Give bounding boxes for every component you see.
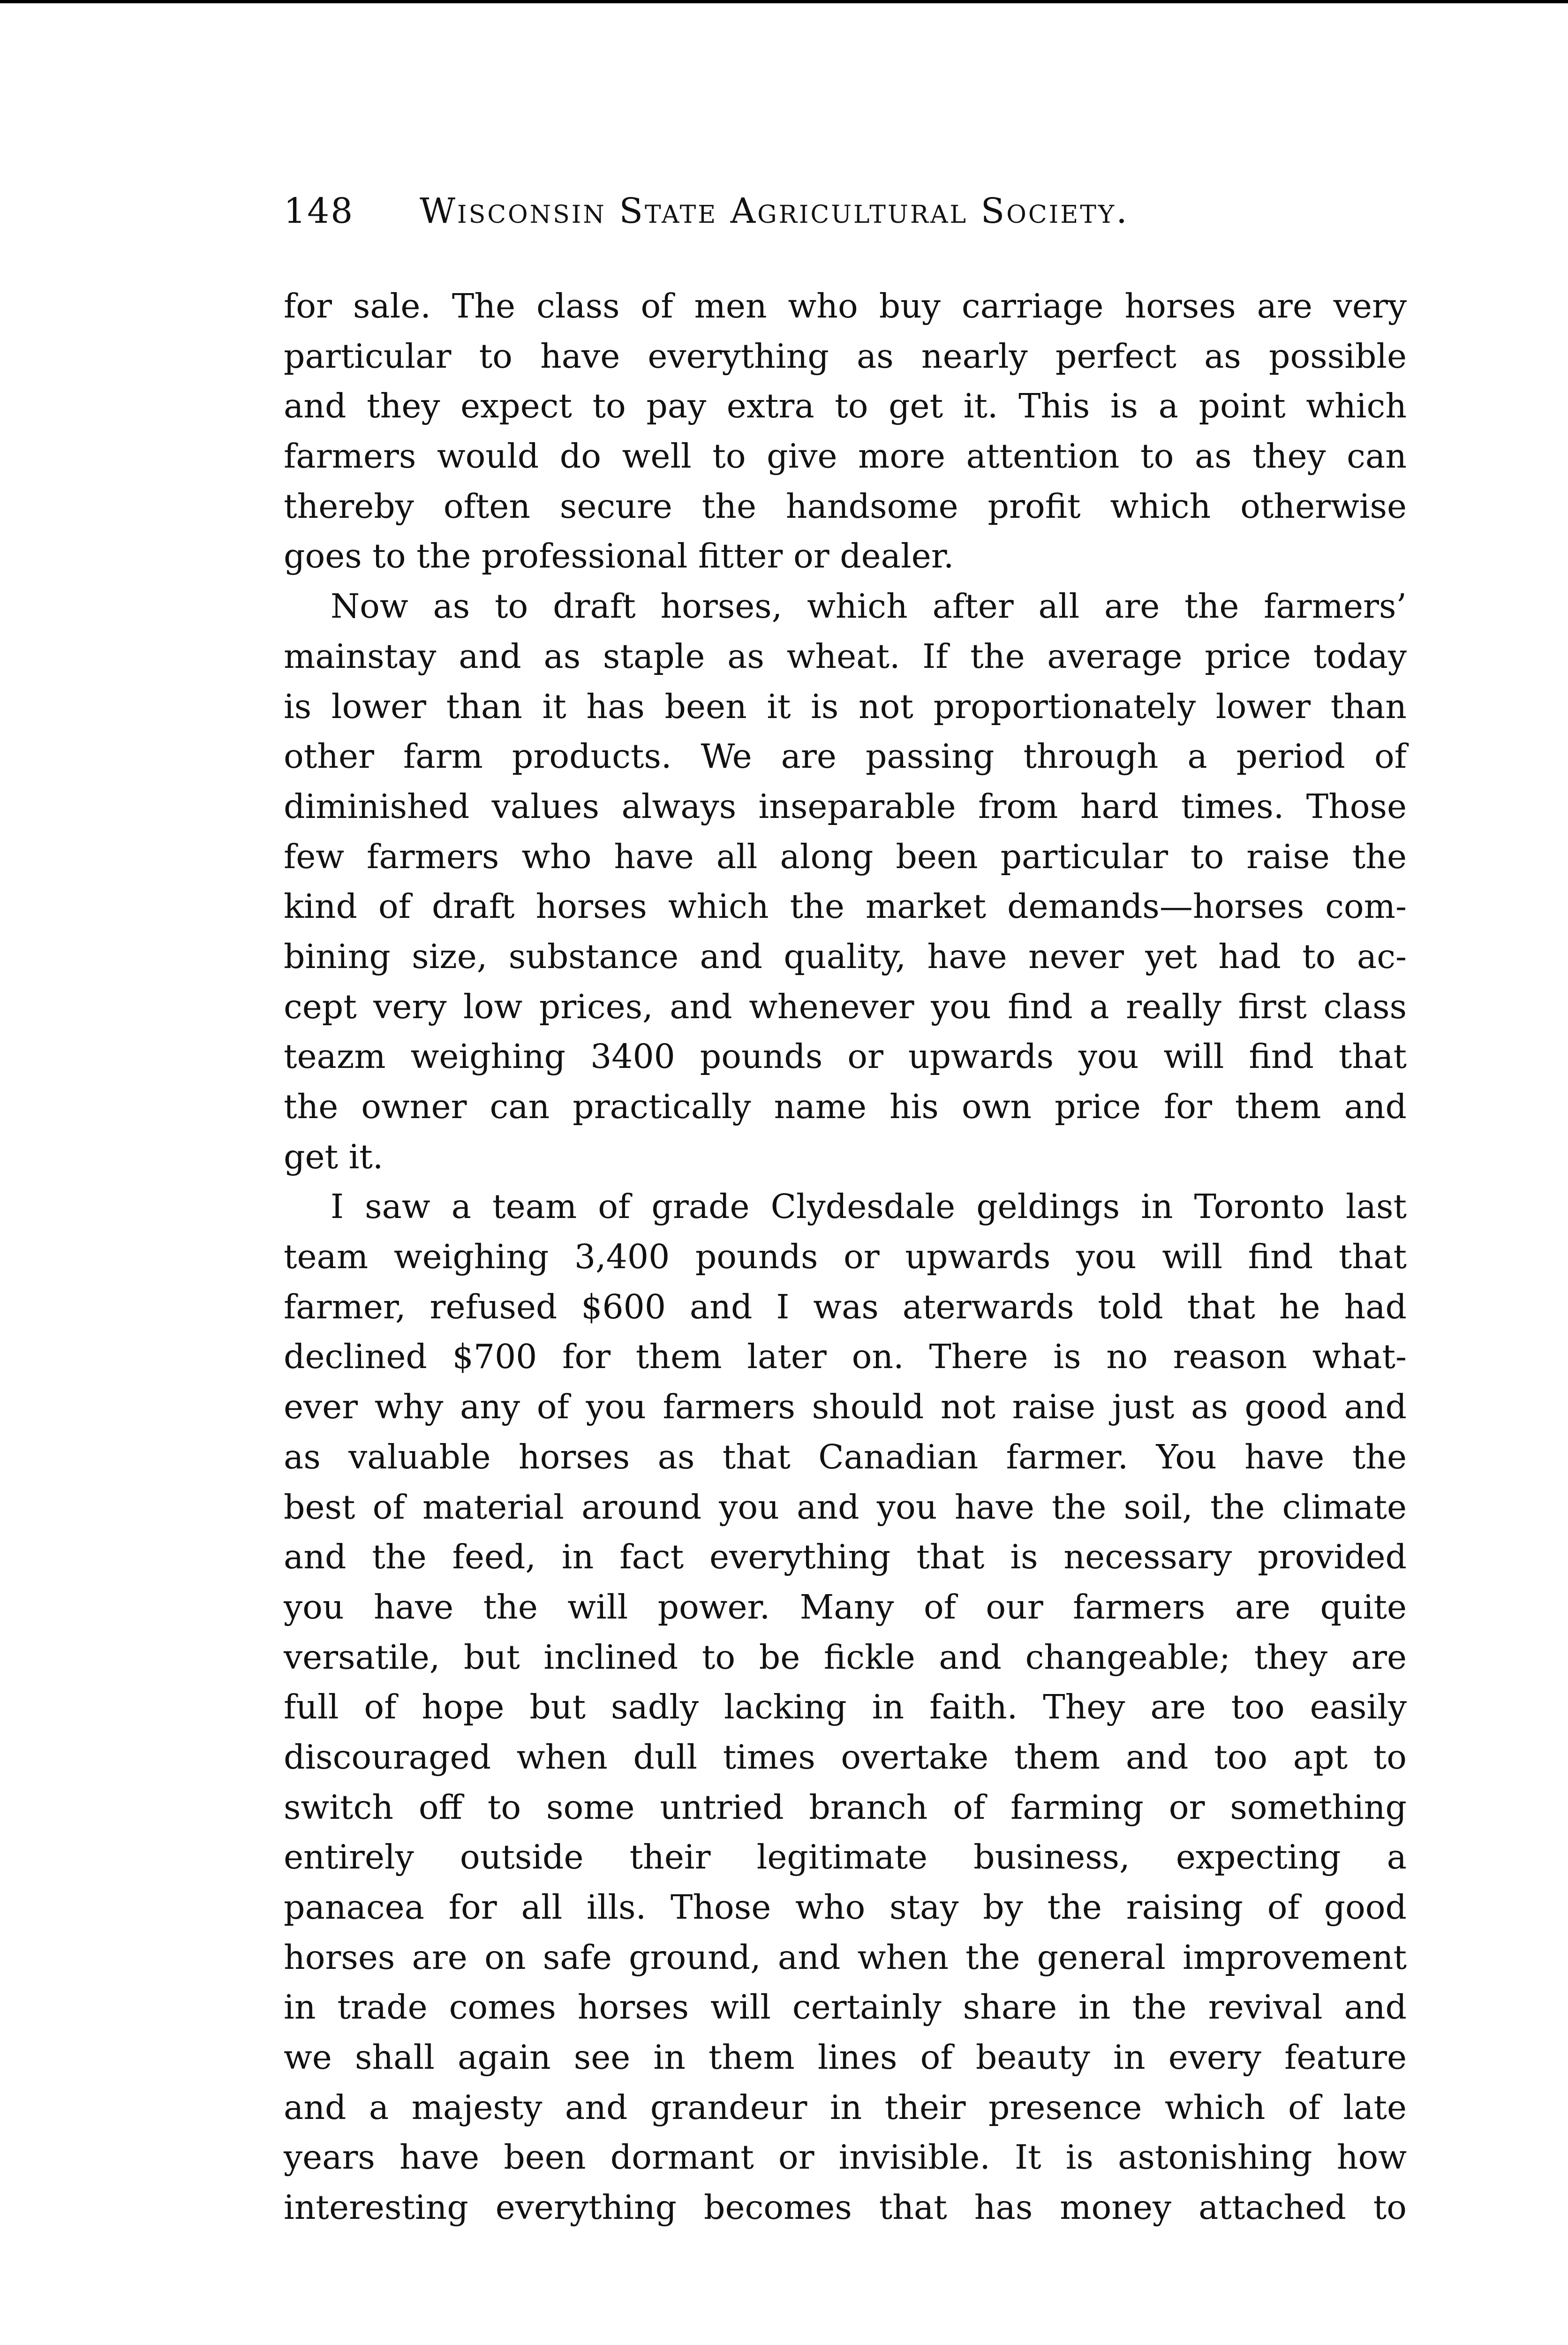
text-line: cept very low prices, and whenever you find a really first class (284, 987, 1407, 1026)
journal-title: Wisconsin State Agricultural Society. (420, 191, 1129, 231)
text-line: and a majesty and grandeur in their presence which of late (284, 2088, 1407, 2127)
text-line: years have been dormant or invisible. It is astonishing how (284, 2138, 1407, 2177)
text-line: farmers would do well to give more attention to as they can (284, 437, 1407, 476)
paragraph (284, 1182, 1407, 2232)
text-line: is lower than it has been it is not proportionately lower than (284, 687, 1407, 726)
text-line: panacea for all ills. Those who stay by the raising of good (284, 1888, 1407, 1927)
text-line: few farmers who have all along been particular to raise the (284, 837, 1407, 876)
text-line: mainstay and as staple as wheat. If the average price today (284, 636, 1407, 676)
text-line: and they expect to pay extra to get it. This is a point which (284, 386, 1407, 426)
text-line: goes to the professional fitter or dealer. (284, 537, 954, 576)
running-head (284, 185, 1278, 237)
text-line: other farm products. We are passing through a period of (284, 737, 1407, 776)
text-line: versatile, but inclined to be fickle and changeable; they are (284, 1637, 1407, 1677)
text-line: entirely outside their legitimate business, expecting a (284, 1838, 1407, 1877)
page-number: 148 (284, 191, 354, 231)
text-line: get it. (284, 1137, 384, 1176)
text-line: ever why any of you farmers should not raise just as good and (284, 1387, 1407, 1427)
text-line: for sale. The class of men who buy carriage horses are very (284, 287, 1407, 325)
text-line: switch off to some untried branch of farming or something (284, 1787, 1407, 1827)
text-line: as valuable horses as that Canadian farmer. You have the (284, 1437, 1407, 1476)
paragraph (284, 281, 1407, 582)
text-line: declined $700 for them later on. There is no reason what- (284, 1337, 1407, 1377)
text-line: thereby often secure the handsome profit which otherwise (284, 486, 1407, 526)
text-line: full of hope but sadly lacking in faith. They are too easily (284, 1687, 1407, 1727)
body-text (284, 281, 1407, 2233)
text-line: farmer, refused $600 and I was aterwards told that he had (284, 1287, 1407, 1326)
text-line: you have the will power. Many of our farmers are quite (284, 1587, 1407, 1626)
text-line: team weighing 3,400 pounds or upwards you will find that (284, 1237, 1407, 1277)
text-line: I saw a team of grade Clydesdale geldings in Toronto last (331, 1187, 1407, 1226)
text-line: horses are on safe ground, and when the general improvement (284, 1937, 1407, 1977)
text-line: in trade comes horses will certainly share in the revival and (284, 1988, 1407, 2027)
text-line: we shall again see in them lines of beauty in every feature (284, 2038, 1407, 2077)
page-top-border (0, 0, 1568, 3)
text-line: best of material around you and you have the soil, the climate (284, 1487, 1407, 1527)
text-line: interesting everything becomes that has money attached to (284, 2188, 1407, 2227)
text-line: Now as to draft horses, which after all are the farmers’ (331, 587, 1407, 626)
text-line: kind of draft horses which the market demands—horses com- (284, 887, 1407, 926)
paragraph (284, 582, 1407, 1182)
text-line: diminished values always inseparable from hard times. Those (284, 787, 1407, 826)
text-line: discouraged when dull times overtake them and too apt to (284, 1737, 1407, 1777)
text-line: the owner can practically name his own price for them and (284, 1087, 1407, 1126)
text-line: bining size, substance and quality, have never yet had to ac- (284, 937, 1407, 976)
text-line: and the feed, in fact everything that is necessary provided (284, 1537, 1407, 1577)
text-line: teazm weighing 3400 pounds or upwards you will find that (284, 1037, 1407, 1076)
text-line: particular to have everything as nearly perfect as possible (284, 336, 1407, 376)
